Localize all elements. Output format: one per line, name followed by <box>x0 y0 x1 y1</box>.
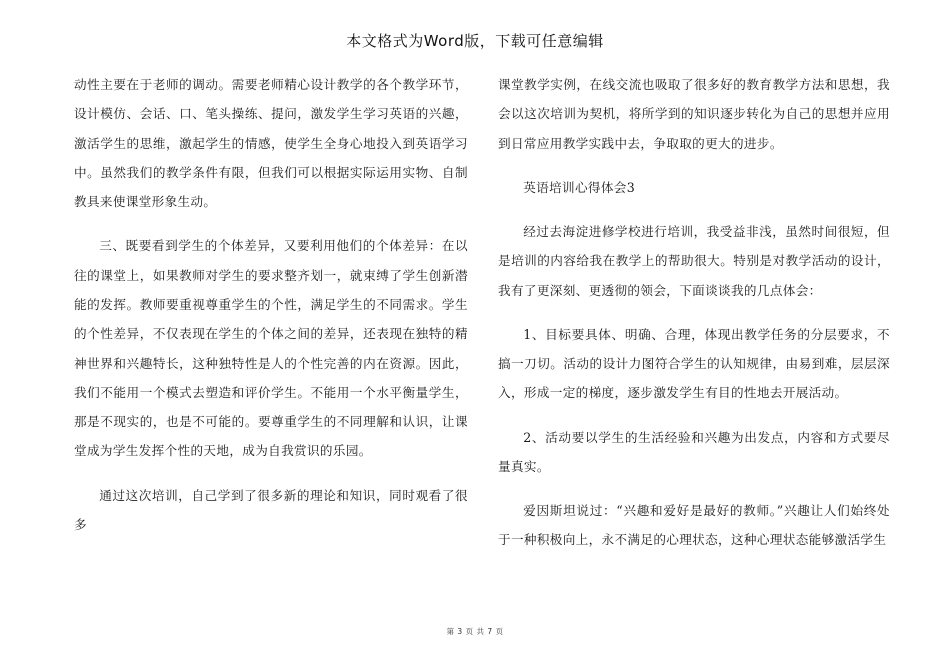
page-header: 本文格式为Word版，下载可任意编辑 <box>346 32 604 50</box>
paragraph: 三、既要看到学生的个体差异，又要利用他们的个体差异：在以往的课堂上，如果教师对学生的要求整齐划一，就束缚了学生创新潜能的发挥。教师要重视尊重学生的个性，满足学生的不同需求。学生的个性差异，不仅表现在学生的个体之间的差异，还表现在独特的精神世界和兴趣特长，这种独特性是人的个性完善的内在资源。因此，我们不能用一个模式去塑造和评价学生。不能用一个水平衡量学生，那是不现实的，也是不可能的。要尊重学生的不同理解和认识，让课堂成为学生发挥个性的天地，成为自我赏识的乐园。 <box>74 238 468 459</box>
paragraph: 爱因斯坦说过：“兴趣和爱好是最好的教师。”兴趣让人们始终处于一种积极向上，永不满足的心理状态，这种心理状态能够激活学生 <box>498 503 890 548</box>
paragraph: 1、目标要具体、明确、合理，体现出教学任务的分层要求，不搞一刀切。活动的设计力图符合学生的认知规律，由易到难，层层深入，形成一定的梯度，逐步激发学生有目的性地去开展活动。 <box>498 326 890 401</box>
paragraph: 通过这次培训，自己学到了很多新的理论和知识，同时观看了很多 <box>74 487 468 532</box>
page-footer: 第 3 页 共 7 页 <box>446 627 504 636</box>
section-heading: 英语培训心得体会3 <box>523 179 636 195</box>
paragraph: 动性主要在于老师的调动。需要老师精心设计教学的各个教学环节，设计模仿、会话、口、笔头操练、提问，激发学生学习英语的兴趣，激活学生的思维，激起学生的情感，使学生全身心地投入到英语学习中。虽然我们的教学条件有限，但我们可以根据实际运用实物、自制教具来使课堂形象生动。 <box>74 77 468 210</box>
left-column <box>74 70 468 554</box>
paragraph: 2、活动要以学生的生活经验和兴趣为出发点，内容和方式要尽量真实。 <box>498 429 890 474</box>
right-column <box>498 70 890 570</box>
paragraph: 课堂教学实例，在线交流也吸取了很多好的教育教学方法和思想，我会以这次培训为契机，将所学到的知识逐步转化为自己的思想并应用到日常应用教学实践中去，争取取的更大的进步。 <box>498 77 890 151</box>
paragraph: 经过去海淀进修学校进行培训，我受益非浅，虽然时间很短，但是培训的内容给我在教学上的帮助很大。特别是对教学活动的设计，我有了更深刻、更透彻的领会，下面谈谈我的几点体会： <box>498 223 890 298</box>
